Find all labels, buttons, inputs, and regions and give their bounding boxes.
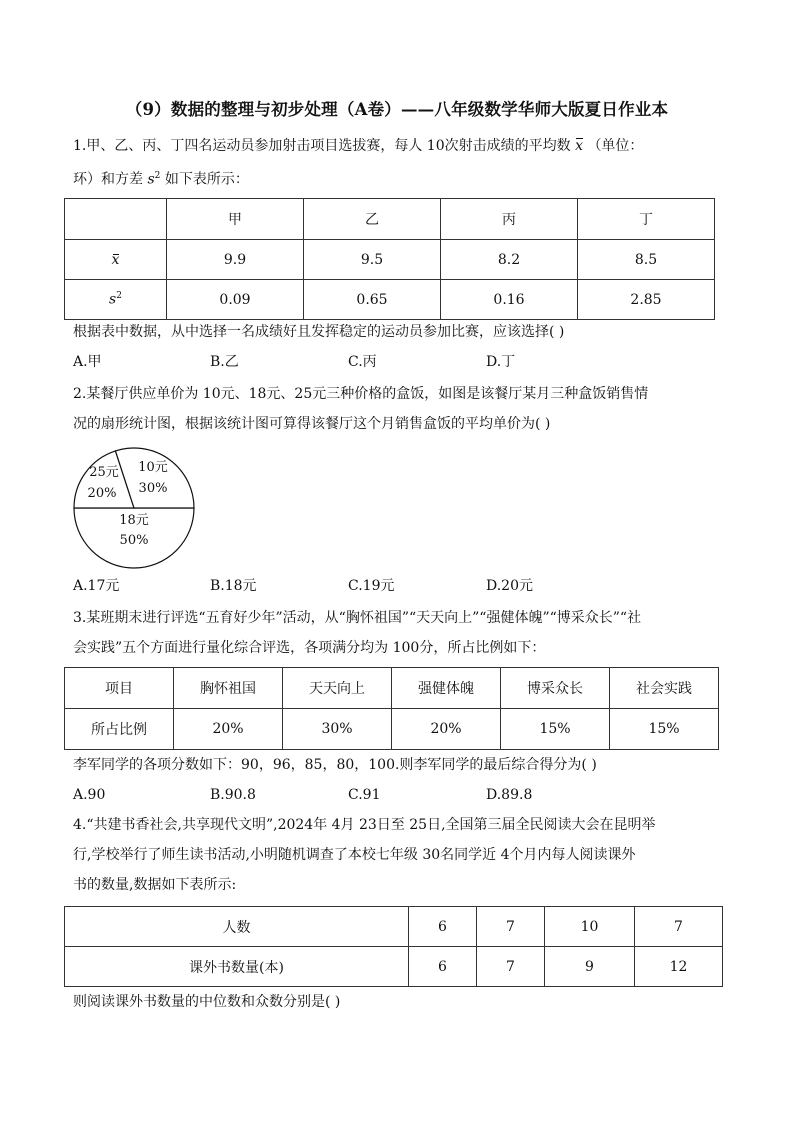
table-cell: 0.16 [441, 280, 578, 320]
pie-label-18-percent: 50% [119, 533, 149, 548]
table-cell: 丙 [441, 199, 578, 240]
table-cell: 胸怀祖国 [174, 668, 283, 709]
q2-option-a[interactable]: A.17元 [73, 578, 120, 594]
q1-stem-line2 [73, 166, 723, 190]
q2-option-b[interactable]: B.18元 [210, 578, 257, 594]
q2-stem-line2: 况的扇形统计图，根据该统计图可算得该餐厅这个月销售盒饭的平均单价为( ) [73, 416, 551, 432]
q1-options [73, 352, 733, 372]
q1-stem-text2: 环）和方差 [73, 171, 143, 188]
q4-table [64, 906, 723, 987]
q2-option-d[interactable]: D.20元 [486, 578, 533, 594]
table-cell: 7 [477, 947, 545, 987]
q3-option-d[interactable]: D.89.8 [486, 787, 533, 803]
q3-stem-line2: 会实践”五个方面进行量化综合评选，各项满分均为 100分，所占比例如下： [73, 640, 546, 656]
table-cell: 9.5 [304, 240, 441, 280]
q3-option-c[interactable]: C.91 [348, 787, 381, 803]
table-cell: 2.85 [578, 280, 715, 320]
table-cell: 博采众长 [501, 668, 610, 709]
table-cell: 9.9 [167, 240, 304, 280]
table-row [65, 668, 719, 709]
q1-option-d[interactable]: D.丁 [486, 354, 516, 370]
mean-symbol: x [575, 138, 583, 154]
q1-table [64, 198, 715, 320]
pie-label-10-name: 10元 [138, 460, 168, 475]
table-row [65, 709, 719, 750]
table-cell: 课外书数量(本) [65, 947, 409, 987]
pie-chart [72, 446, 196, 570]
table-cell: 丁 [578, 199, 715, 240]
table-cell: 8.2 [441, 240, 578, 280]
q1-option-a[interactable]: A.甲 [73, 354, 102, 370]
table-cell: 项目 [65, 668, 174, 709]
table-cell: 7 [477, 907, 545, 947]
table-cell: 30% [283, 709, 392, 750]
q3-question: 李军同学的各项分数如下：90，96，85，80，100.则李军同学的最后综合得分为( ) [73, 757, 597, 773]
table-cell [65, 199, 167, 240]
q2-option-c[interactable]: C.19元 [348, 578, 395, 594]
q4-stem-line3: 书的数量,数据如下表所示: [73, 877, 237, 893]
table-cell: 6 [409, 907, 477, 947]
table-cell: 10 [545, 907, 635, 947]
variance-symbol: s [147, 171, 155, 188]
table-cell [65, 240, 167, 280]
q1-stem-text3: 如下表所示： [164, 171, 249, 188]
q3-option-a[interactable]: A.90 [73, 787, 106, 803]
q3-options [73, 785, 733, 805]
q1-stem-line1 [73, 136, 723, 156]
q4-question: 则阅读课外书数量的中位数和众数分别是( ) [73, 994, 341, 1010]
table-cell: 15% [610, 709, 719, 750]
q2-options [73, 576, 733, 596]
pie-label-25-name: 25元 [89, 465, 119, 480]
table-cell: 人数 [65, 907, 409, 947]
table-cell: 天天向上 [283, 668, 392, 709]
table-cell: 7 [635, 907, 723, 947]
q2-stem-line1: 2.某餐厅供应单价为 10元、18元、25元三种价格的盒饭，如图是该餐厅某月三种盒饭销售情 [73, 386, 649, 402]
mean-symbol: x [111, 251, 120, 268]
table-cell: 乙 [304, 199, 441, 240]
table-row [65, 907, 723, 947]
table-cell: 0.09 [167, 280, 304, 320]
table-cell: 所占比例 [65, 709, 174, 750]
q1-question: 根据表中数据，从中选择一名成绩好且发挥稳定的运动员参加比赛，应该选择( ) [73, 324, 565, 340]
table-cell: 20% [174, 709, 283, 750]
table-cell: 9 [545, 947, 635, 987]
pie-label-18-name: 18元 [119, 513, 149, 528]
q3-table [64, 667, 719, 750]
q3-option-b[interactable]: B.90.8 [210, 787, 256, 803]
table-cell: 6 [409, 947, 477, 987]
table-cell: 20% [392, 709, 501, 750]
table-cell: 15% [501, 709, 610, 750]
pie-label-10-percent: 30% [138, 481, 168, 496]
table-row [65, 199, 715, 240]
pie-label-25-percent: 20% [87, 486, 117, 501]
table-row [65, 280, 715, 320]
variance-symbol: s [109, 291, 117, 308]
q1-stem-text: 1.甲、乙、丙、丁四名运动员参加射击项目选拔赛，每人 10次射击成绩的平均数 [73, 138, 571, 154]
table-row [65, 947, 723, 987]
table-cell: 强健体魄 [392, 668, 501, 709]
table-row [65, 240, 715, 280]
q3-stem-line1: 3.某班期末进行评选“五育好少年”活动，从“胸怀祖国”“天天向上”“强健体魄”“博采众长”“社 [73, 610, 642, 626]
table-cell [65, 280, 167, 320]
q4-stem-line1: 4.“共建书香社会,共享现代文明”,2024年 4月 23日至 25日,全国第三届全民阅读大会在昆明举 [73, 817, 656, 833]
q4-stem-line2: 行,学校举行了师生读书活动,小明随机调查了本校七年级 30名同学近 4个月内每人阅读课外 [73, 847, 636, 863]
q1-option-b[interactable]: B.乙 [210, 354, 239, 370]
table-cell: 甲 [167, 199, 304, 240]
table-cell: 0.65 [304, 280, 441, 320]
page-title: （9）数据的整理与初步处理（A卷）——八年级数学华师大版夏日作业本 [125, 100, 669, 119]
variance-exponent: 2 [154, 171, 161, 181]
q1-option-c[interactable]: C.丙 [348, 354, 377, 370]
table-cell: 社会实践 [610, 668, 719, 709]
table-cell: 8.5 [578, 240, 715, 280]
table-cell: 12 [635, 947, 723, 987]
variance-exponent: 2 [116, 291, 122, 302]
q1-stem-unit: （单位： [587, 138, 644, 154]
